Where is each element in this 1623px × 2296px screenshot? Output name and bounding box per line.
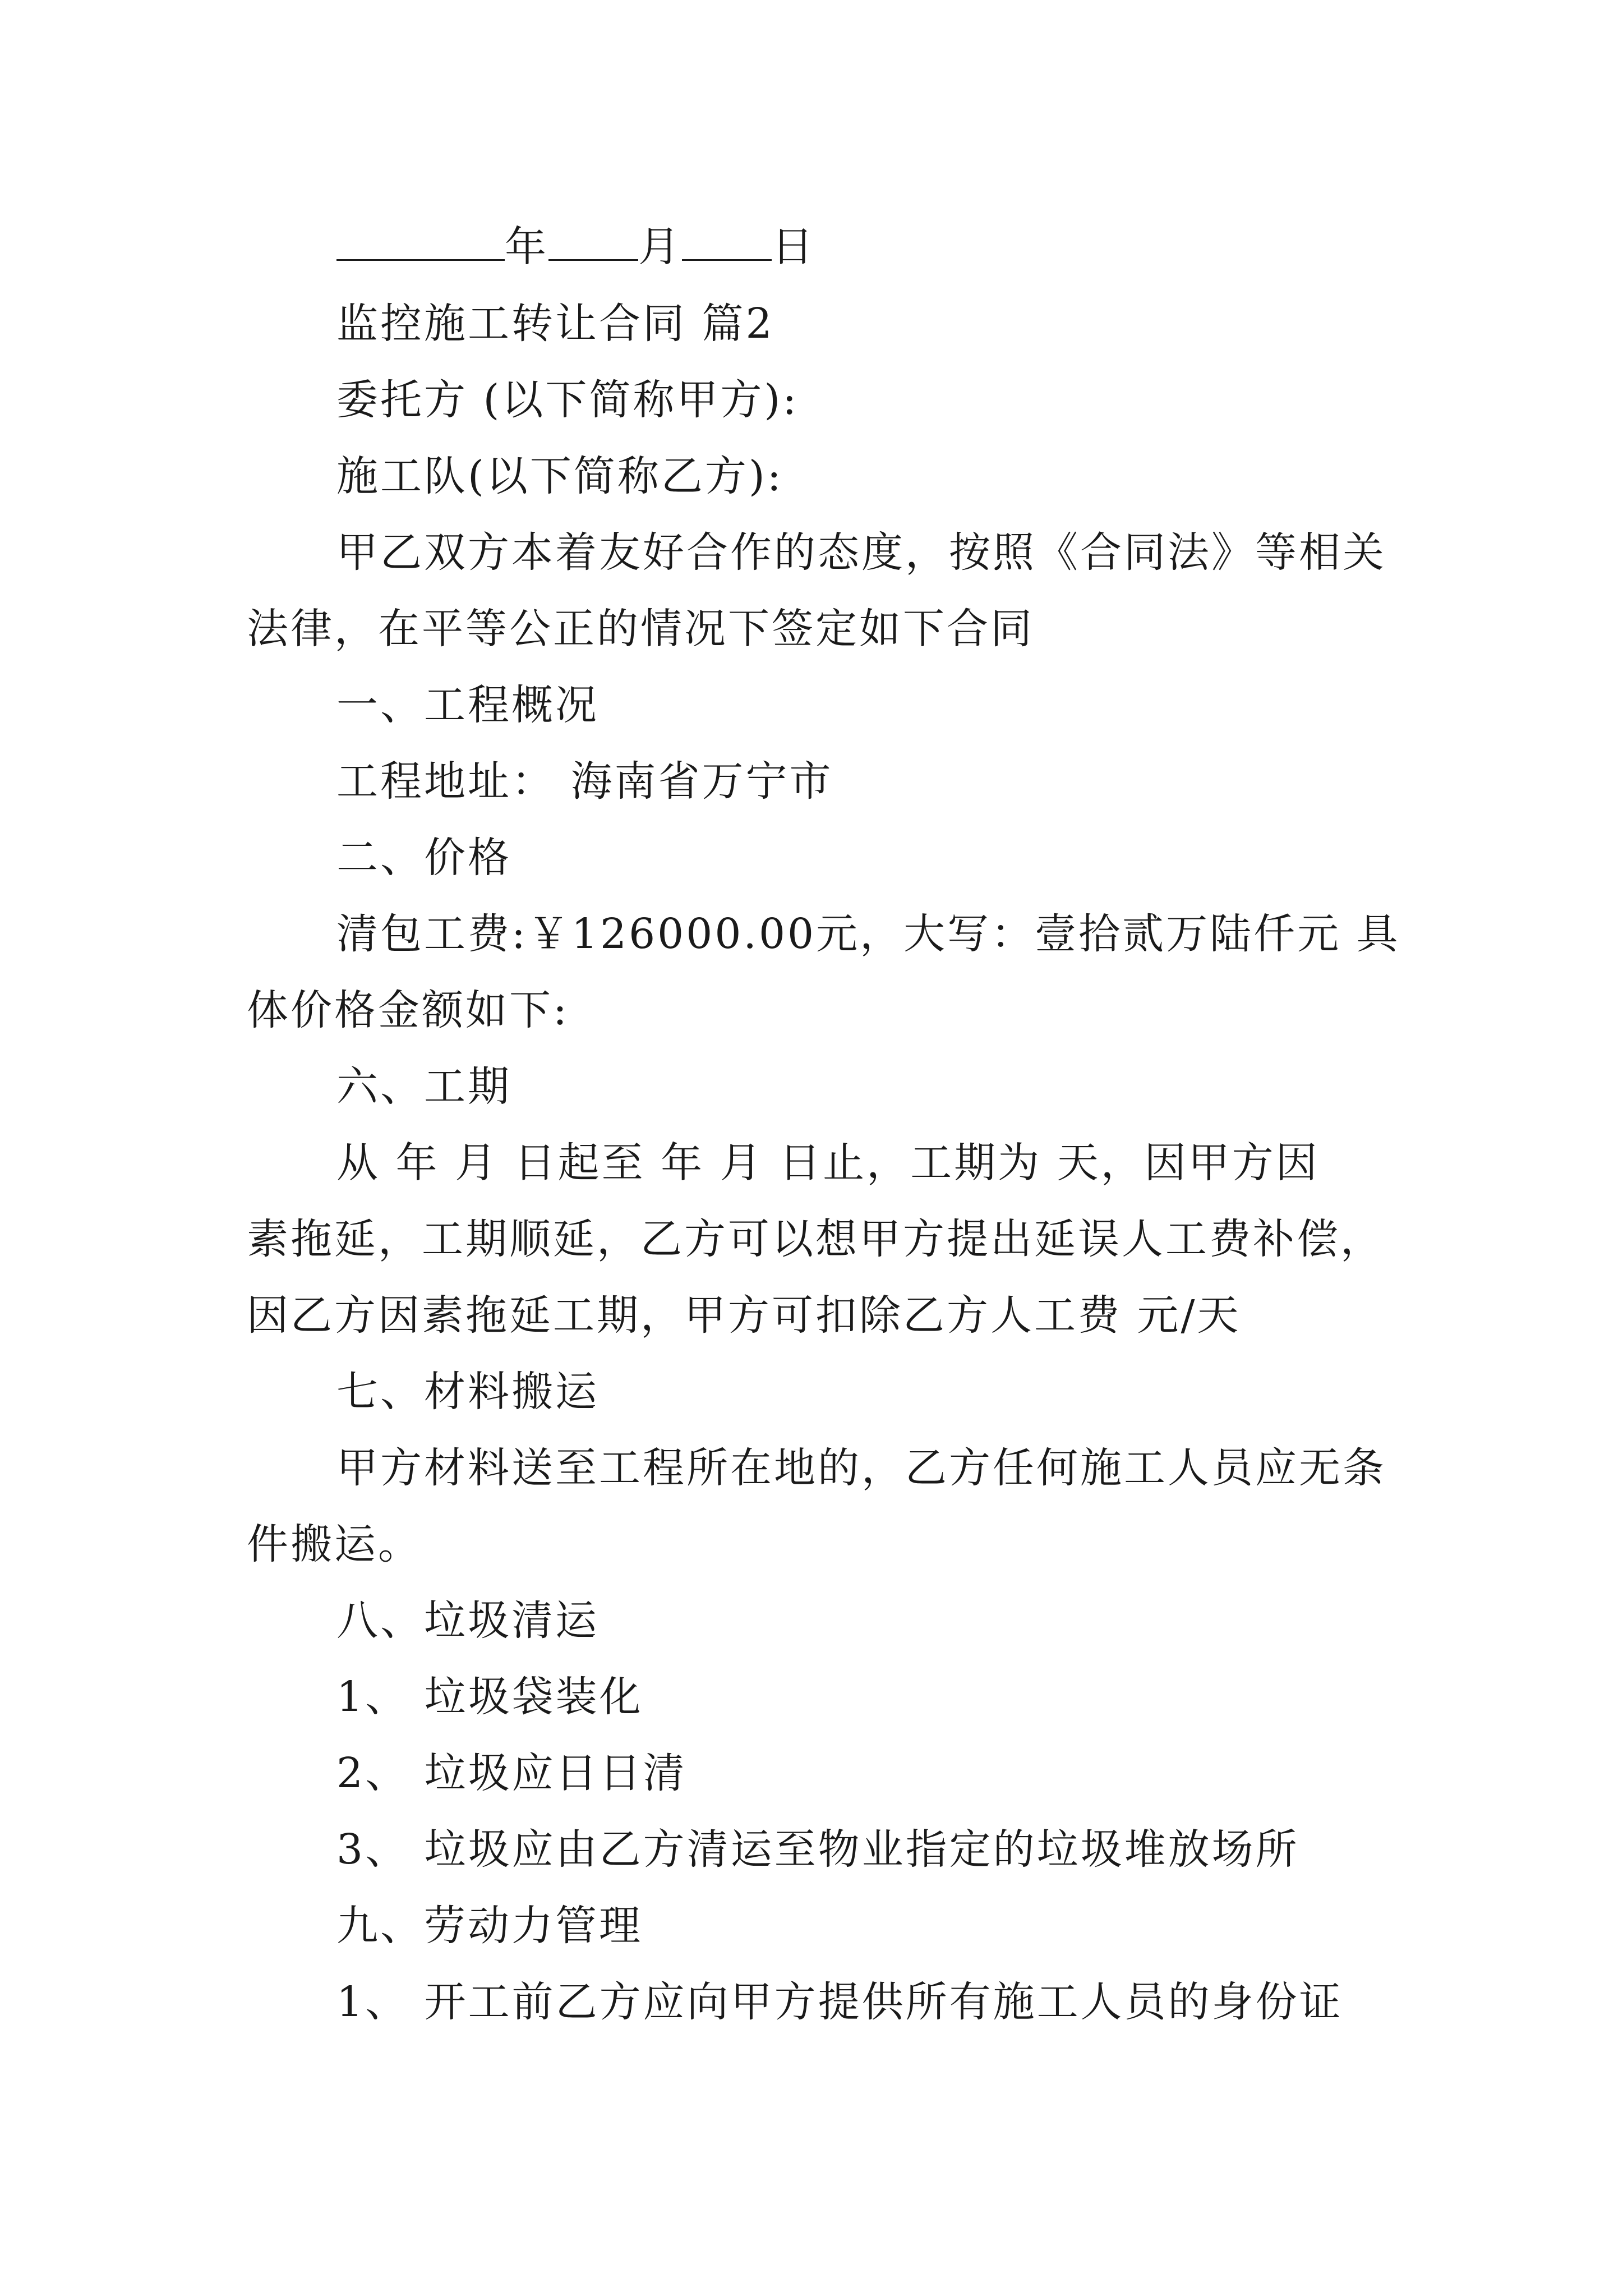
section-heading-price: 二、价格 bbox=[336, 834, 511, 882]
labor-fee-line-2: 体价格金额如下: bbox=[247, 986, 569, 1034]
contractor-party: 施工队(以下简称乙方): bbox=[336, 452, 783, 500]
day-label: 日 bbox=[772, 223, 815, 271]
section-heading-schedule: 六、工期 bbox=[336, 1062, 511, 1111]
section-heading-waste: 八、垃圾清运 bbox=[336, 1596, 599, 1645]
day-blank bbox=[682, 226, 772, 261]
year-label: 年 bbox=[505, 223, 548, 271]
labor-fee-line-1: 清包工费:￥126000.00元，大写：壹拾贰万陆仟元 具 bbox=[336, 910, 1400, 958]
schedule-line-3: 因乙方因素拖延工期，甲方可扣除乙方人工费 元/天 bbox=[247, 1291, 1241, 1340]
preamble-line-2: 法律，在平等公正的情况下签定如下合同 bbox=[247, 605, 1034, 653]
materials-line-2: 件搬运。 bbox=[247, 1520, 422, 1568]
schedule-line-1: 从 年 月 日起至 年 月 日止，工期为 天，因甲方因 bbox=[336, 1139, 1320, 1187]
materials-line-1: 甲方材料送至工程所在地的，乙方任何施工人员应无条 bbox=[336, 1444, 1386, 1492]
waste-item-2: 2、 垃圾应日日清 bbox=[336, 1749, 687, 1797]
year-blank bbox=[336, 226, 505, 261]
labor-item-1: 1、 开工前乙方应向甲方提供所有施工人员的身份证 bbox=[336, 1978, 1343, 2026]
section-heading-materials: 七、材料搬运 bbox=[336, 1368, 599, 1416]
date-line bbox=[336, 223, 815, 271]
month-blank bbox=[548, 226, 638, 261]
waste-item-1: 1、 垃圾袋装化 bbox=[336, 1673, 643, 1721]
contract-title: 监控施工转让合同 篇2 bbox=[336, 300, 774, 348]
schedule-line-2: 素拖延，工期顺延，乙方可以想甲方提出延误人工费补偿， bbox=[247, 1215, 1384, 1263]
month-label: 月 bbox=[638, 223, 682, 271]
section-heading-overview: 一、工程概况 bbox=[336, 681, 599, 729]
section-heading-labor: 九、劳动力管理 bbox=[336, 1902, 643, 1950]
project-address: 工程地址： 海南省万宁市 bbox=[336, 757, 833, 806]
client-party: 委托方 (以下简称甲方): bbox=[336, 376, 799, 424]
preamble-line-1: 甲乙双方本着友好合作的态度，按照《合同法》等相关 bbox=[336, 528, 1386, 577]
waste-item-3: 3、 垃圾应由乙方清运至物业指定的垃圾堆放场所 bbox=[336, 1825, 1299, 1874]
